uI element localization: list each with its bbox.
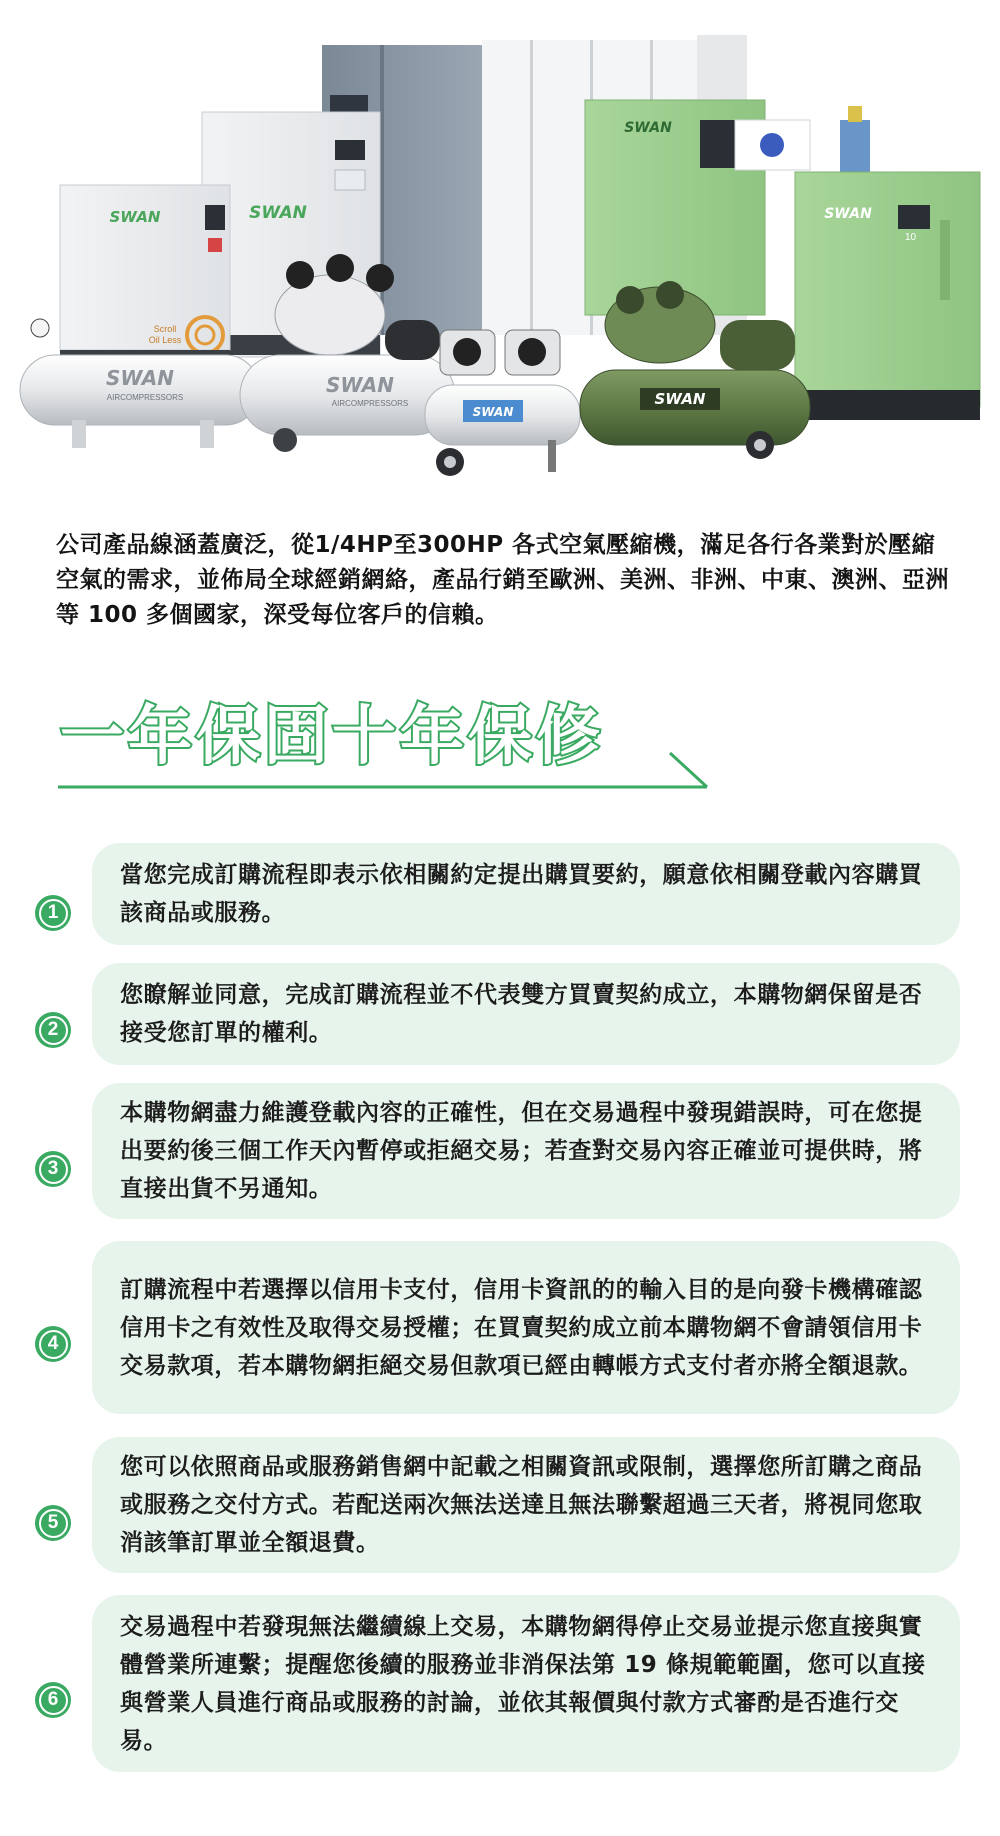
- svg-text:SWAN: SWAN: [109, 208, 161, 226]
- term-number-badge: [35, 1151, 71, 1187]
- section-title-text: 一年保固十年保修: [60, 700, 604, 774]
- term-text: 當您完成訂購流程即表示依相關約定提出購買要約，願意依相關登載內容購買該商品或服務。: [120, 862, 923, 926]
- term-number-badge: [35, 1326, 71, 1362]
- svg-text:Scroll: Scroll: [153, 324, 177, 334]
- svg-text:SWAN: SWAN: [824, 206, 872, 222]
- scroll-compressor-cabinet: [60, 185, 230, 368]
- svg-text:AIRCOMPRESSORS: AIRCOMPRESSORS: [106, 393, 184, 402]
- term-number: 2: [39, 1016, 68, 1045]
- term-number: 5: [39, 1509, 68, 1538]
- green-cabinet-large: [795, 172, 980, 420]
- term-text: 訂購流程中若選擇以信用卡支付，信用卡資訊的的輸入目的是向發卡機構確認信用卡之有效性及取得交易授權；在買賣契約成立前本購物網不會請領信用卡交易款項，若本購物網拒絕交易但款項已經由轉帳方式支付者亦將全額退款。: [120, 1276, 923, 1379]
- term-number-badge: [35, 1012, 71, 1048]
- svg-text:SWAN: SWAN: [326, 373, 394, 397]
- intro-paragraph: 公司產品線涵蓋廣泛，從1/4HP至300HP 各式空氣壓縮機，滿足各行各業對於壓縮空氣的需求，並佈局全球經銷網絡，產品行銷至歐洲、美洲、非洲、中東、澳洲、亞洲等 100 多個國家，深受每位客戶的信賴。: [56, 532, 949, 628]
- olive-tank-compressor: [580, 281, 810, 459]
- product-lineup-image: [0, 0, 1000, 500]
- term-number-badge: [35, 1682, 71, 1718]
- oil-less-portable-compressor: [425, 330, 580, 476]
- term-box: [92, 1437, 960, 1573]
- term-text: 您瞭解並同意，完成訂購流程並不代表雙方買賣契約成立，本購物網保留是否接受您訂單的權利。: [120, 982, 923, 1046]
- term-number: 6: [39, 1686, 68, 1715]
- svg-text:Oil Less: Oil Less: [148, 335, 182, 345]
- svg-text:10: 10: [905, 232, 917, 243]
- term-box: [92, 1083, 960, 1219]
- svg-text:AIRCOMPRESSORS: AIRCOMPRESSORS: [331, 399, 409, 408]
- term-text: 本購物網盡力維護登載內容的正確性，但在交易過程中發現錯誤時，可在您提出要約後三個工作天內暫停或拒絕交易；若查對交易內容正確並可提供時，將直接出貨不另通知。: [120, 1100, 923, 1202]
- term-number-badge: [35, 895, 71, 931]
- svg-text:SWAN: SWAN: [106, 366, 174, 390]
- svg-text:SWAN: SWAN: [249, 203, 307, 223]
- svg-text:SWAN: SWAN: [472, 405, 514, 419]
- term-number: 1: [39, 899, 68, 928]
- section-title-underline: [0, 740, 1000, 800]
- term-box: [92, 1241, 960, 1414]
- term-text: 交易過程中若發現無法繼續線上交易，本購物網得停止交易並提示您直接與實體營業所連繫；提醒您後續的服務並非消保法第 19 條規範範圍，您可以直接與營業人員進行商品或服務的討論，並依其報價與付款方式審酌是否進行交易。: [120, 1613, 926, 1754]
- term-box: [92, 843, 960, 945]
- svg-text:SWAN: SWAN: [654, 390, 706, 408]
- term-text: 您可以依照商品或服務銷售網中記載之相關資訊或限制，選擇您所訂購之商品或服務之交付方式。若配送兩次無法送達且無法聯繫超過三天者，將視同您取消該筆訂單並全額退費。: [120, 1454, 923, 1556]
- term-number-badge: [35, 1505, 71, 1541]
- term-number: 4: [39, 1330, 68, 1359]
- term-number: 3: [39, 1155, 68, 1184]
- term-box: [92, 1595, 960, 1772]
- svg-text:SWAN: SWAN: [624, 120, 672, 136]
- term-box: [92, 963, 960, 1065]
